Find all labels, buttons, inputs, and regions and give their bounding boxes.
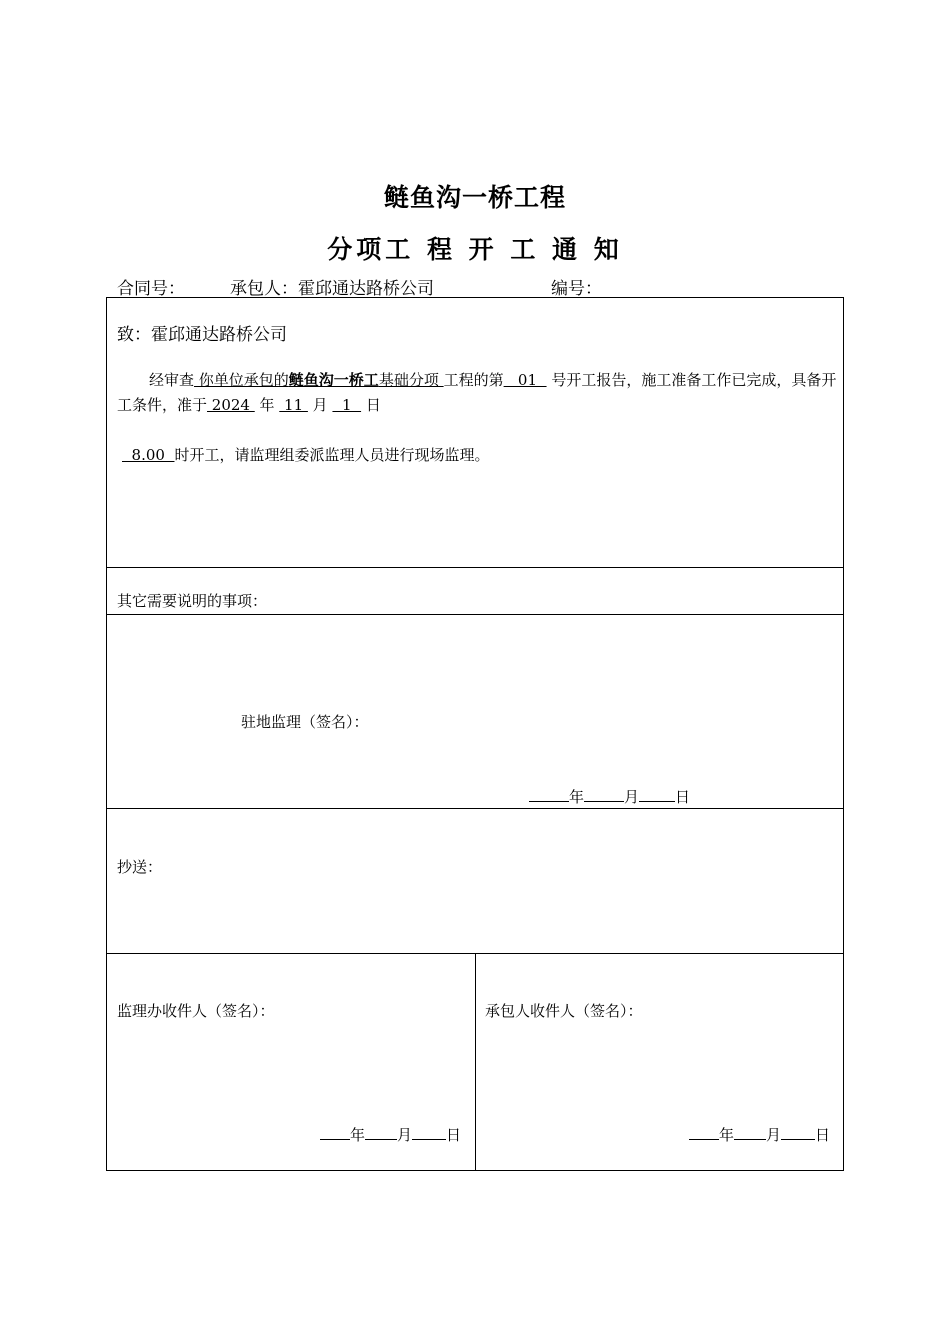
project-title: 鲢鱼沟一桥工程 — [383, 183, 566, 212]
text: 年 — [254, 396, 280, 414]
contractor-receiver-date — [689, 1124, 830, 1145]
day-blank — [781, 1125, 815, 1140]
number-label: 编号： — [551, 279, 602, 299]
day-label: 日 — [675, 788, 691, 806]
text: 你单位承包的 — [194, 371, 289, 389]
start-time: 8.00 — [122, 446, 175, 464]
text: 日 — [361, 396, 381, 414]
text: 号开工报告，施工准备工作已完成，具备开工条件，准于 — [117, 371, 837, 414]
contractor-label: 承包人：霍邱通达路桥公司 — [230, 279, 434, 299]
year-label: 年 — [569, 788, 585, 806]
start-day: 1 — [332, 396, 362, 414]
day-label: 日 — [815, 1126, 831, 1144]
year-blank — [689, 1125, 719, 1140]
row-divider — [107, 614, 843, 615]
day-blank — [639, 787, 675, 802]
notice-form — [106, 297, 844, 1171]
column-divider — [475, 953, 476, 1171]
month-blank — [734, 1125, 766, 1140]
cc-label: 抄送： — [117, 858, 163, 876]
report-number: 01 — [503, 371, 547, 389]
notice-paragraph-2 — [122, 444, 490, 465]
start-month: 11 — [279, 396, 308, 414]
year-label: 年 — [719, 1126, 735, 1144]
month-label: 月 — [624, 788, 640, 806]
contract-no-label: 合同号： — [117, 279, 185, 299]
text: 时开工，请监理组委派监理人员进行现场监理。 — [174, 446, 490, 464]
year-blank — [320, 1125, 350, 1140]
row-divider — [107, 567, 843, 568]
month-blank — [584, 787, 624, 802]
resident-supervisor-signature-label: 驻地监理（签名）： — [241, 713, 369, 731]
notice-paragraph — [117, 368, 839, 418]
form-title: 分项工 程 开 工 通 知 — [327, 235, 623, 264]
supervisor-receiver-date — [320, 1124, 461, 1145]
addressee: 致：霍邱通达路桥公司 — [117, 325, 287, 345]
month-blank — [365, 1125, 397, 1140]
project-name: 鲢鱼沟一桥工 — [288, 371, 379, 389]
month-label: 月 — [397, 1126, 413, 1144]
item-name: 基础分项 — [378, 371, 444, 389]
row-divider — [107, 808, 843, 809]
text: 经审查 — [149, 371, 195, 389]
year-label: 年 — [350, 1126, 366, 1144]
start-year: 2024 — [207, 396, 255, 414]
month-label: 月 — [766, 1126, 782, 1144]
contractor-receiver-signature-label: 承包人收件人（签名）： — [485, 1002, 643, 1020]
resident-date — [529, 786, 690, 807]
text: 工程的第 — [443, 371, 504, 389]
other-matters-label: 其它需要说明的事项： — [117, 592, 268, 610]
year-blank — [529, 787, 569, 802]
supervisor-receiver-signature-label: 监理办收件人（签名）： — [117, 1002, 275, 1020]
day-blank — [412, 1125, 446, 1140]
day-label: 日 — [446, 1126, 462, 1144]
text: 月 — [307, 396, 333, 414]
